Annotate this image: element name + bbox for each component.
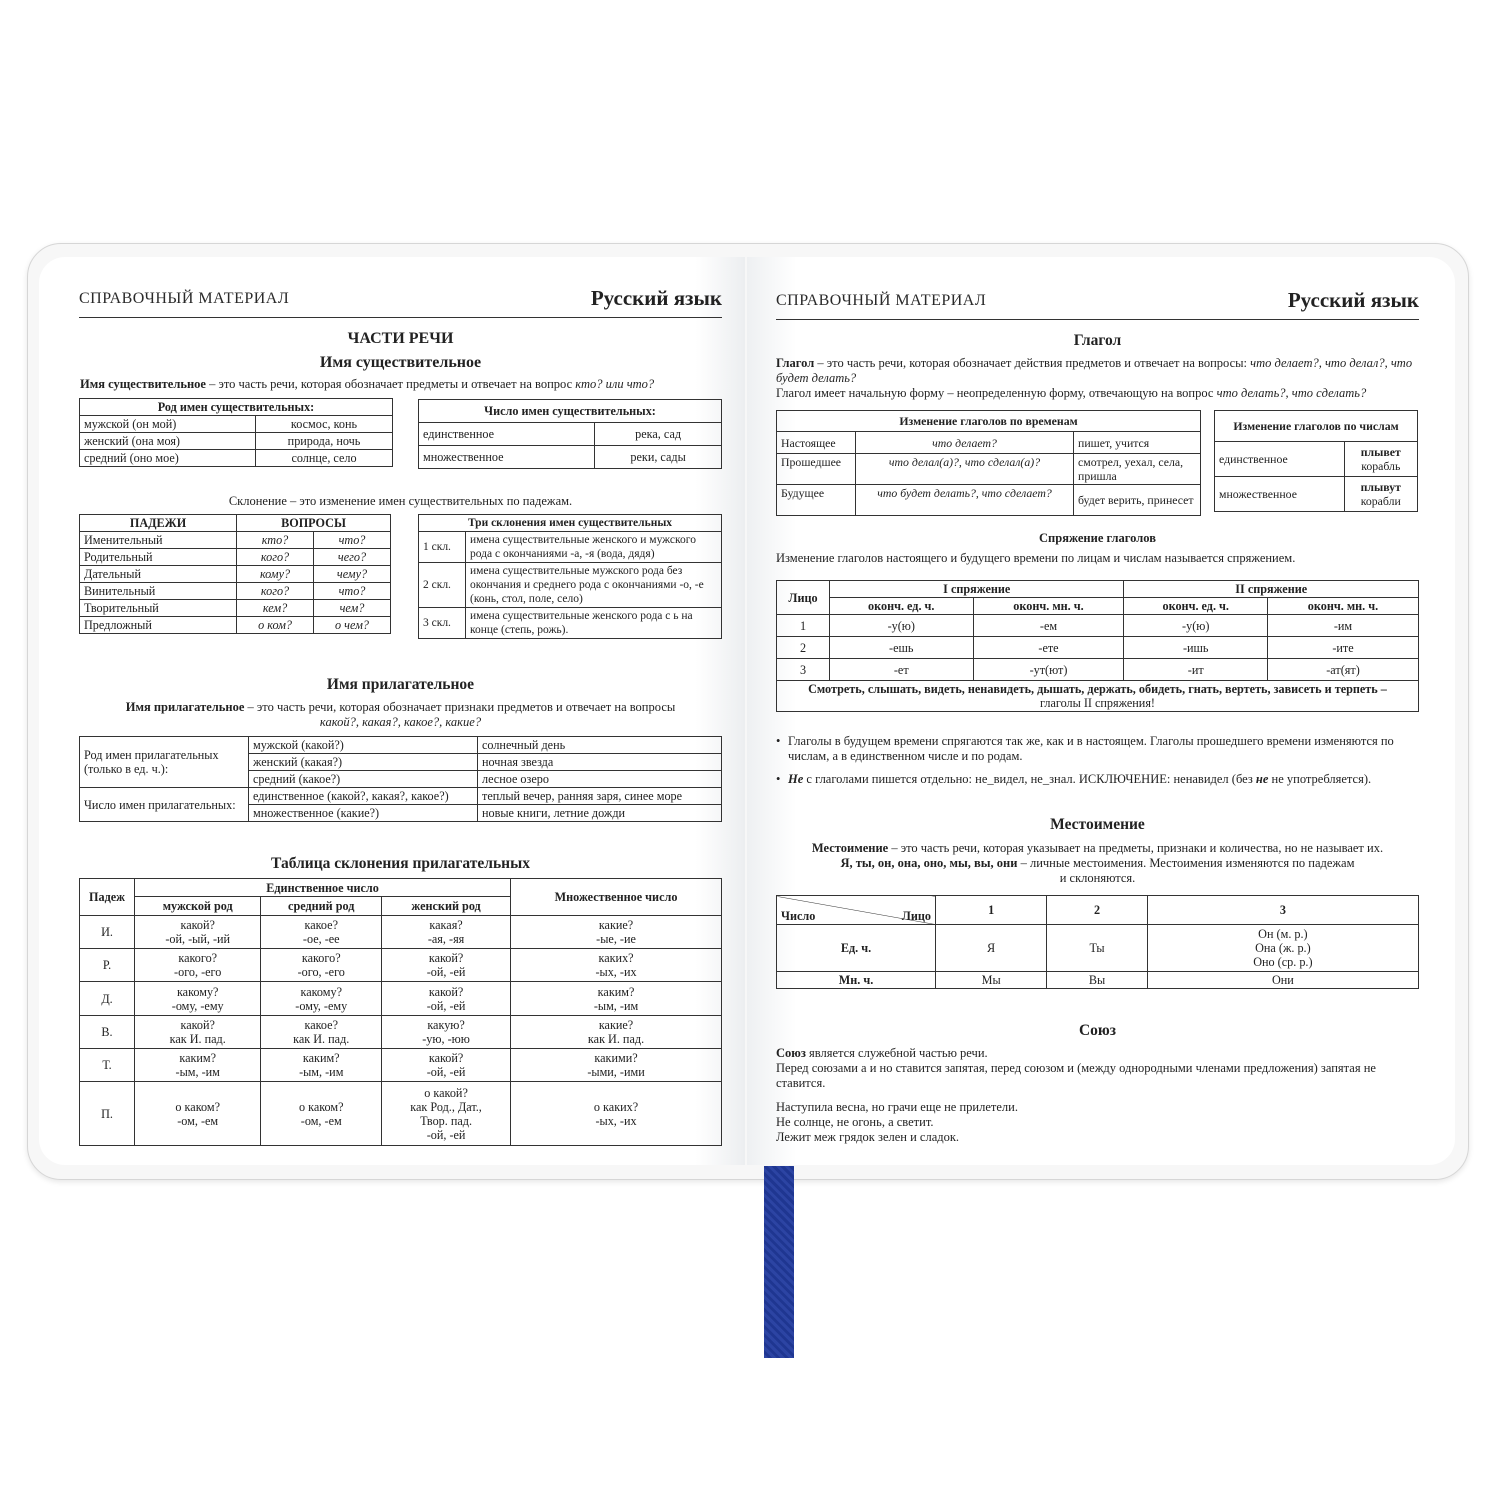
parts-of-speech-title: ЧАСТИ РЕЧИ [347,330,454,347]
cases-table: ПАДЕЖИ ВОПРОСЫ Именительный кто? что? Родительный кого? чего? Дательный кому? чему? Винительный кого? что? Творительный кем? чем? Предложный о ком? о чем? [79,514,391,634]
verb-bullet-1: • Глаголы в будущем времени спрягаются так же, как и в настоящем. Глаголы прошедшего времени изменяются по числам, а в единственном числе и по родам. [776,734,1394,763]
header-left-label-right: СПРАВОЧНЫЙ МАТЕРИАЛ [776,292,987,309]
conjugation-table: Лицо I спряжение II спряжение оконч. ед. ч. оконч. мн. ч. оконч. ед. ч. оконч. мн. ч. 1 -у(ю) -ем -у(ю) -им 2 -ешь -ете -ишь -ите 3 -ет -ут(ют) -ит -ат(ят) Смотреть, слышать, видеть, ненавидеть, дышать, держать, обидеть, гнать, вертеть, зависеть и терпеть – глаголы II спряжения! [776,580,1419,712]
verb-number-table: Изменение глаголов по числам единственное плывет корабль множественное плывут корабли [1214,410,1418,512]
noun-number-table: Число имен существительных: единственное река, сад множественное реки, сады [418,399,722,469]
adjective-definition: Имя прилагательное – это часть речи, которая обозначает признаки предметов и отвечает на вопросы какой?, какая?, какое?, какие? [125,700,676,729]
bookmark-ribbon [764,1166,794,1358]
pronoun-table: Число Лицо 1 2 3 Ед. ч. Я Ты Он (м. р.) Она (ж. р.) Оно (ср. р.) Мн. ч. Мы Вы Они [776,895,1419,989]
conjunction-examples: Наступила весна, но грачи еще не прилетели. Не солнце, не огонь, а светит. Лежит меж грядок зелен и сладок. [776,1100,1018,1144]
verb-tense-table: Изменение глаголов по временам Настоящее что делает? пишет, учится Прошедшее что делал(а)?, что сделал(а)? смотрел, уехал, села, пришла Будущее что будет делать?, что сделает? будет верить, принесет [776,410,1201,516]
conjugation-definition: Изменение глаголов настоящего и будущего времени по лицам и числам называется спряжением. [776,551,1296,565]
three-declensions-table: Три склонения имен существительных 1 скл. имена существительные женского и мужского рода с окончаниями -а, -я (вода, дядя) 2 скл. имена существительные мужского рода без окончания и среднего рода с окончаниями -о, -е (конь, стол, поле, село) 3 скл. имена существительные женского рода с ь на конце (степь, рожь). [418,514,722,639]
header-rule-right [776,319,1419,320]
noun-title: Имя существительное [319,354,482,371]
noun-gender-table: Род имен существительных: мужской (он мой) космос, конь женский (она моя) природа, ночь средний (оно мое) солнце, село [79,398,393,467]
noun-definition: Имя существительное – это часть речи, которая обозначает предметы и отвечает на вопрос кто? или что? [80,377,655,391]
conjugation-title: Спряжение глаголов [1039,531,1156,545]
adjective-declension-title: Таблица склонения прилагательных [271,855,530,872]
verb-title: Глагол [1073,332,1122,349]
adjective-title: Имя прилагательное [326,676,475,693]
header-title: Русский язык [590,286,722,310]
header-title-right: Русский язык [1287,288,1419,312]
header-left-label: СПРАВОЧНЫЙ МАТЕРИАЛ [79,290,290,307]
adjective-table: Род имен прилагательных (только в ед. ч.): мужской (какой?) солнечный день женский (какая?) ночная звезда средний (какое?) лесное озеро Число имен прилагательных: единственное (какой?, какая?, какое?) теплый вечер, ранняя заря, синее море множественное (какие?) новые книги, летние дожди [79,736,722,822]
pronoun-title: Местоимение [1050,816,1145,833]
header-rule [79,317,722,318]
pronoun-definition: Местоимение – это часть речи, которая указывает на предметы, признаки и количества, но не называет их. Я, ты, он, она, оно, мы, вы, они – личные местоимения. Местоимения изменяются по падежам и склоняются. [811,841,1384,885]
conjunction-title: Союз [1078,1022,1117,1039]
conjunction-text: Союз является служебной частью речи. Перед союзами а и но ставится запятая, перед союзом и (между однородными членами предложения) запятая не ставится. [776,1046,1376,1090]
adjective-declension-table: Падеж Единственное число Множественное число мужской род средний род женский род И. какой? -ой, -ый, -ий какое? -ое, -ее какая? -ая, -яя какие? -ые, -ие Р. какого? -ого, -его какого? -ого, -его какой? -ой, -ей каких? -ых, -их Д. какому? -ому, -ему какому? -ому, -ему какой? -ой, -ей каким? -ым, -им В. какой? как И. пад. какое? как И. пад. какую? -ую, -юю какие? как И. пад. Т. каким? -ым, -им каким? -ым, -им какой? -ой, -ей какими? -ыми, -ими П. о каком? -ом, -ем о каком? -ом, -ем о какой? как Род., Дат., Твор. пад. -ой, -ей о каких? -ых, -их [79,878,722,1146]
declension-definition: Склонение – это изменение имен существительных по падежам. [228,494,573,508]
verb-bullet-2: • Не с глаголами пишется отдельно: не_видел, не_знал. ИСКЛЮЧЕНИЕ: ненавидел (без не не употребляется). [776,772,1372,786]
verb-definition: Глагол – это часть речи, которая обозначает действия предметов и отвечает на вопросы: что делает?, что делал?, что будет делать? Глагол имеет начальную форму – неопределенную форму, отвечающую на вопрос что делать?, что сделать? [776,356,1413,400]
